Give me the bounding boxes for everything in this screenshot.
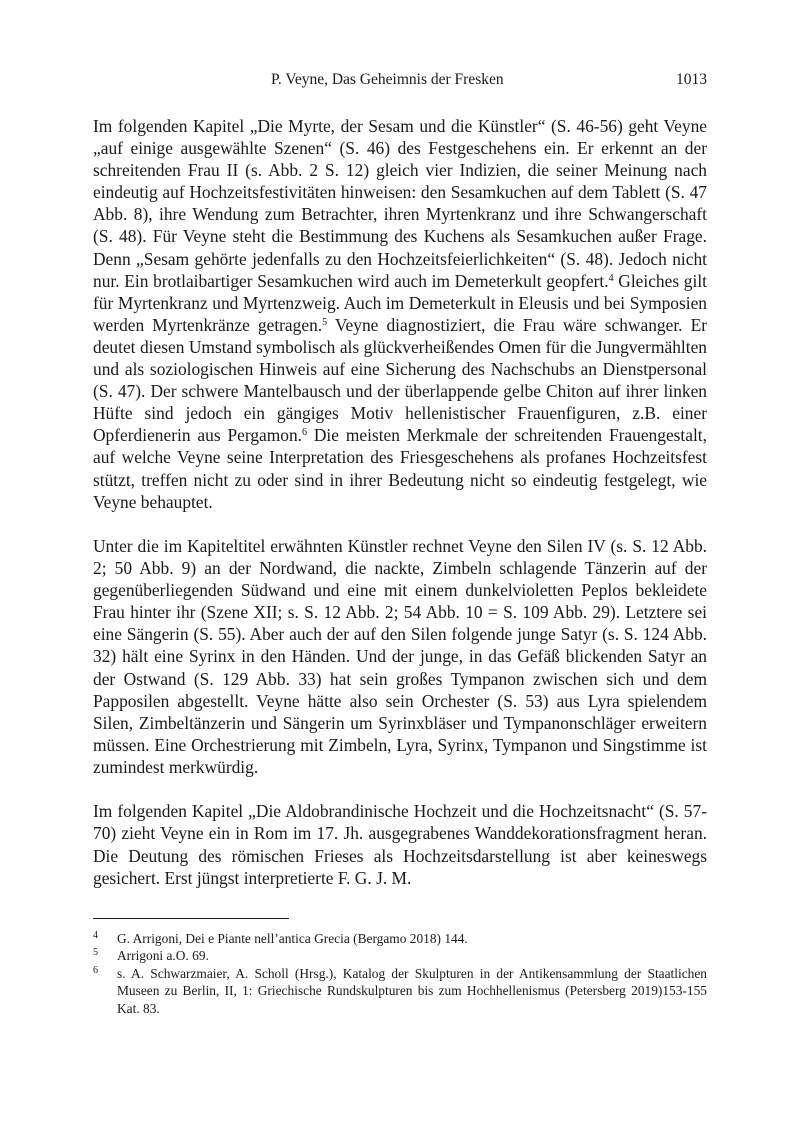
footnote-ref-5[interactable]: 5 — [322, 316, 328, 328]
footnote-text: s. A. Schwarzmaier, A. Scholl (Hrsg.), Katalog der Skulpturen in der Antikensammlung der Staatlichen Museen zu Berlin, II, 1: Griechische Rundskulpturen bis zum Hochhellenismus (Petersberg 2019)153-155 Kat. 83. — [117, 965, 707, 1016]
footnote-ref-6[interactable]: 6 — [302, 427, 307, 439]
footnote-text: Arrigoni a.O. 69. — [117, 948, 209, 964]
footnote-text: G. Arrigoni, Dei e Piante nell’antica Grecia (Bergamo 2018) 144. — [117, 931, 468, 946]
footnotes — [93, 930, 707, 1017]
paragraph-3: Im folgenden Kapitel „Die Aldobrandinische Hochzeit und die Hochzeitsnacht“ (S. 57-70) zieht Veyne ein in Rom im 17. Jh. ausgegrabenes Wanddekorationsfragment heran. Die Deutung des römischen Frieses als Hochzeitsdarstellung ist aber keineswegs gesichert. Erst jüngst interpretierte F. G. J. M. — [93, 801, 707, 888]
paragraph-1-text-c: Veyne diagnostiziert, die Frau wäre schwanger. Er deutet diesen Umstand symbolisch als glückverheißendes Omen für die Jungvermählten und als soziologischen Hinweis auf eine Sicherung des Nachschubs an Dienstpersonal (S. 47). Der schwere Mantelbausch und der überlappende gelbe Chiton auf ihrer linken Hüfte sind jedoch ein gängiges Motiv hellenistischer Frauenfiguren, z.B. einer Opferdienerin aus Pergamon. — [93, 314, 708, 446]
footnote-mark: 6 — [93, 964, 98, 976]
footnote-6 — [93, 965, 707, 1017]
footnote-mark: 4 — [93, 930, 98, 941]
footnote-5 — [93, 947, 707, 964]
paragraph-1 — [93, 115, 707, 513]
footnote-4 — [93, 930, 707, 947]
footnote-mark: 5 — [93, 947, 98, 959]
footnote-ref-4[interactable]: 4 — [608, 272, 614, 284]
paragraph-1-text-d: Die meisten Merkmale der schreitenden Frauengestalt, auf welche Veyne seine Interpretation des Friesgeschehens als profanes Hochzeitsfest stützt, treffen nicht zu oder sind in ihrer Bedeutung nicht so eindeutig festgelegt, wie Veyne behauptet. — [93, 425, 707, 512]
footnote-divider — [93, 918, 289, 919]
main-text — [93, 115, 707, 911]
page-number: 1013 — [676, 71, 707, 88]
paragraph-1-text-b: Gleiches gilt für Myrtenkranz und Myrtenzweig. Auch im Demeterkult in Eleusis und bei Symposien werden Myrtenkränze getragen. — [93, 270, 707, 335]
paragraph-2: Unter die im Kapiteltitel erwähnten Künstler rechnet Veyne den Silen IV (s. S. 12 Abb. 2; 50 Abb. 9) an der Nordwand, die nackte, Zimbeln schlagende Tänzerin auf der gegenüberliegenden Südwand und eine mit einem dunkelvioletten Peplos bekleidete Frau hinter ihr (Szene XII; s. S. 12 Abb. 2; 54 Abb. 10 = S. 109 Abb. 29). Letztere sei eine Sängerin (S. 55). Aber auch der auf den Silen folgende junge Satyr (s. S. 124 Abb. 32) hält eine Syrinx in den Händen. Und der junge, in das Gefäß blickenden Satyr an der Ostwand (S. 129 Abb. 33) hat sein großes Tympanon zwischen sich und dem Papposilen abgestellt. Veyne hätte also sein Orchester (S. 53) aus Lyra spielendem Silen, Zimbeltänzerin und Sängerin um Syrinxbläser und Tympanonschläger erweitern müssen. Eine Orchestrierung mit Zimbeln, Lyra, Syrinx, Tympanon und Singstimme ist zumindest merkwürdig. — [93, 535, 707, 777]
running-title: P. Veyne, Das Geheimnis der Fresken — [271, 71, 504, 88]
paragraph-1-text-a: Im folgenden Kapitel „Die Myrte, der Sesam und die Künstler“ (S. 46-56) geht Veyne „auf einige ausgewählte Szenen“ (S. 46) des Festgeschehens ein. Er erkennt an der schreitenden Frau II (s. Abb. 2 S. 12) gleich vier Indizien, die seiner Meinung nach eindeutig auf Hochzeitsfestivitäten hinweisen: den Sesamkuchen auf dem Tablett (S. 47 Abb. 8), ihre Wendung zum Betrachter, ihren Myrtenkranz und ihre Schwangerschaft (S. 48). Für Veyne steht die Bestimmung des Kuchens als Sesamkuchen außer Frage. Denn „Sesam gehörte jedenfalls zu den Hochzeitsfeierlichkeiten“ (S. 48). Jedoch nicht nur. Ein brotlaibartiger Sesamkuchen wird auch im Demeterkult geopfert. — [93, 116, 707, 291]
